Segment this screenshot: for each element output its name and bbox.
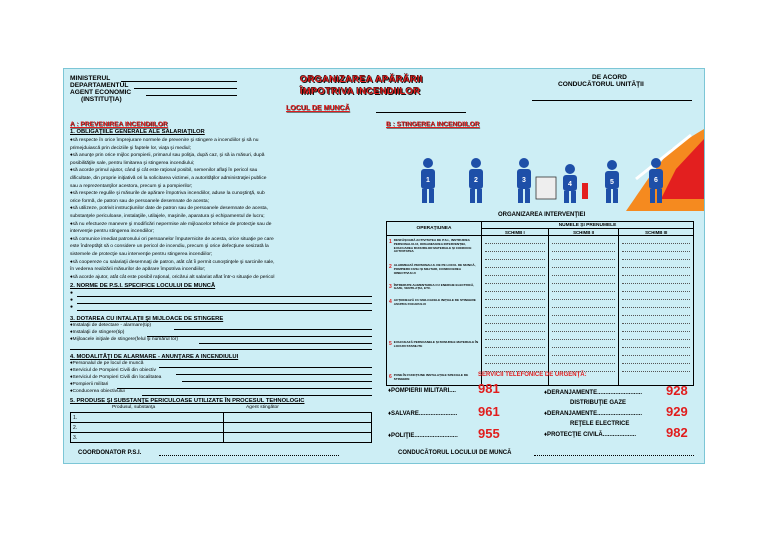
name-line[interactable] bbox=[552, 292, 616, 300]
name-line[interactable] bbox=[622, 276, 690, 284]
name-line[interactable] bbox=[552, 356, 616, 364]
name-line[interactable] bbox=[485, 316, 545, 324]
bullet-1: ● bbox=[70, 290, 74, 296]
name-line[interactable] bbox=[552, 332, 616, 340]
s4-line-2 bbox=[176, 374, 372, 375]
name-line[interactable] bbox=[622, 244, 690, 252]
s3-line-1 bbox=[174, 329, 372, 330]
s4-line-5 bbox=[142, 395, 372, 396]
s4-item-3: ♦Serviciul de Pompieri Civili din localitatea bbox=[70, 375, 162, 380]
shift-1: SCHIMB I bbox=[482, 229, 549, 236]
norm-line-3 bbox=[77, 310, 372, 311]
name-line[interactable] bbox=[485, 284, 545, 292]
section-a-h5: 5. PRODUSE ŞI SUBSTANŢE PERICULOASE UTILIZATE ÎN PROCESUL TEHNOLOGIC bbox=[70, 398, 305, 404]
politie-label: ♦POLIŢIE.......................... bbox=[388, 433, 458, 439]
operation-number: 6 bbox=[389, 374, 392, 381]
operation-item bbox=[389, 374, 479, 382]
name-line[interactable] bbox=[485, 364, 545, 372]
conducator-unitate-line bbox=[532, 100, 692, 101]
agent-line bbox=[146, 95, 237, 96]
name-line[interactable] bbox=[622, 252, 690, 260]
gaze-title: DISTRIBUŢIE GAZE bbox=[570, 400, 627, 406]
locul-line bbox=[376, 112, 466, 113]
operation-item bbox=[389, 264, 479, 275]
obligation-line: ♦să acorde ajutor, atât cât este posibil raţional, oricărui alt salariat aflat într-o situaţie de pericol bbox=[70, 274, 275, 280]
name-line[interactable] bbox=[485, 308, 545, 316]
ministerul-label: MINISTERUL bbox=[70, 75, 111, 82]
coordonator-label: COORDONATOR P.S.I. bbox=[78, 450, 142, 456]
name-line[interactable] bbox=[622, 284, 690, 292]
institutia-label: (INSTITUŢIA) bbox=[81, 96, 122, 103]
operation-text: ÎNTRERUPE ALIMENTAREA CU ENERGIE ELECTRICĂ, GAZE, VENTILAŢIA, ETC. bbox=[393, 282, 475, 291]
obligation-line: în vederea realizării măsurilor de apărare împotriva incendiilor; bbox=[70, 267, 206, 273]
name-line[interactable] bbox=[552, 284, 616, 292]
row-3-num: 3. bbox=[71, 433, 224, 443]
name-line[interactable] bbox=[485, 324, 545, 332]
salvare-number: 961 bbox=[478, 404, 500, 419]
obligation-line: ♦să coopereze cu salariaţii desemnaţi de patron, atât cât îi permit cunoştinţele şi sarcinile sale, bbox=[70, 259, 275, 265]
operation-number: 3 bbox=[389, 283, 392, 290]
operation-text: DESFĂŞOARĂ ACTIVITATEA DE P.S.I., INSTRUIREA PERSONALULUI, ORGANIZAREA INTERVENŢIEI, EVACUAREA BUNURILOR MATERIALE ŞI CONDUCE ACTIVITATEA bbox=[393, 238, 472, 254]
name-line[interactable] bbox=[552, 276, 616, 284]
substances-table bbox=[70, 412, 372, 443]
name-line[interactable] bbox=[552, 340, 616, 348]
obligation-line: ♦să respecte regulile şi măsurile de apărare împotriva incendiilor, aduse la cunoştinţă, sub bbox=[70, 191, 265, 197]
name-line[interactable] bbox=[485, 260, 545, 268]
section-a-h2: 2. NORME DE P.S.I. SPECIFICE LOCULUI DE MUNCĂ bbox=[70, 283, 216, 289]
conducator-loc-label: CONDUCĂTORUL LOCULUI DE MUNCĂ bbox=[398, 450, 512, 456]
agent-label: AGENT ECONOMIC bbox=[70, 89, 132, 96]
salvare-label: ♦SALVARE....................... bbox=[388, 411, 458, 417]
name-line[interactable] bbox=[485, 348, 545, 356]
obligation-line: ♦să nu efectueze manevre şi modificări nepermise ale mijloacelor tehnice de protecţie sau de bbox=[70, 221, 272, 227]
extinguisher bbox=[582, 183, 588, 199]
operations-list bbox=[387, 236, 481, 385]
org-title: ORGANIZAREA INTERVENŢIEI bbox=[498, 212, 586, 218]
obligation-line: ♦să respecte în orice împrejurare normele de prevenire şi stingere a incendiilor şi să nu bbox=[70, 138, 259, 143]
operations-cell bbox=[387, 236, 482, 386]
name-line[interactable] bbox=[622, 356, 690, 364]
shift-1-names[interactable] bbox=[482, 236, 549, 386]
operation-text: ACŢIONEAZĂ CU MIJLOACELE INIŢIALE DE STINGERE ASUPRA FOCARULUI bbox=[393, 298, 476, 306]
operation-number: 5 bbox=[389, 340, 392, 347]
svg-text:4: 4 bbox=[568, 181, 572, 188]
obligation-line: substanţele periculoase, instalaţiile, utilajele, maşinile, aparatura şi echipamentul de lucru; bbox=[70, 213, 265, 219]
name-line[interactable] bbox=[622, 348, 690, 356]
obligation-line: posibilităţile sale, pentru limitarea şi stingerea incendiului; bbox=[70, 160, 195, 166]
col-operatiunea: OPERAŢIUNEA bbox=[387, 222, 482, 236]
s4-item-4: ♦Pompierii militari bbox=[70, 382, 109, 387]
norm-line-2 bbox=[77, 303, 372, 304]
name-line[interactable] bbox=[485, 292, 545, 300]
name-line[interactable] bbox=[622, 364, 690, 372]
section-a-h1: 1. OBLIGAŢIILE GENERALE ALE SALARIAŢILOR bbox=[70, 129, 205, 135]
s3-item-3: ♦Mijloacele iniţiale de stingere(felul şi numărul lor) bbox=[70, 337, 178, 342]
operation-text: ALARMEAZĂ PERSONALUL DE PE LOCUL DE MUNCĂ, POMPIERII CIVILI ŞI MILITARI, CONDUCEREA OBIECTIVULUI bbox=[393, 263, 476, 275]
deranj1-label: ♦DERANJAMENTE........................... bbox=[544, 390, 643, 396]
obligation-line: orice formă, de patron sau de persoanele desemnate de acesta; bbox=[70, 198, 209, 204]
obligation-line: sau a reprezentanţilor acestora, precum şi a pompierilor; bbox=[70, 183, 193, 189]
retele-title: REŢELE ELECTRICE bbox=[570, 421, 630, 427]
operation-item bbox=[389, 284, 479, 292]
name-line[interactable] bbox=[552, 324, 616, 332]
obligation-line: primejduiască prin deciziile şi faptele lor, viaţa şi mediul; bbox=[70, 145, 191, 151]
name-line[interactable] bbox=[485, 356, 545, 364]
svg-text:1: 1 bbox=[426, 177, 430, 184]
section-a-h3: 3. DOTAREA CU INTALAŢII ŞI MIJLOACE DE STINGERE bbox=[70, 316, 224, 322]
s3-line-3 bbox=[199, 343, 372, 344]
name-line[interactable] bbox=[552, 260, 616, 268]
obligation-line: sistemele de protecţie sau intervenţie pentru stingerea incendiilor; bbox=[70, 251, 213, 257]
name-line[interactable] bbox=[552, 268, 616, 276]
intervention-table bbox=[386, 221, 694, 386]
bullet-3: ● bbox=[70, 304, 74, 310]
obligation-line: dificultate, din proprie iniţiativă ori la solicitarea victimei, a autorităţilor administraţiei publice bbox=[70, 175, 267, 181]
name-line[interactable] bbox=[485, 340, 545, 348]
locul-title: LOCUL DE MUNCĂ bbox=[286, 105, 350, 112]
svg-text:3: 3 bbox=[522, 177, 526, 184]
name-line[interactable] bbox=[622, 300, 690, 308]
emergency-title: SERVICII TELEFONICE DE URGENŢĂ: bbox=[478, 372, 587, 378]
firefighters-illustration bbox=[386, 129, 704, 211]
protectie-number: 982 bbox=[666, 425, 688, 440]
operation-item bbox=[389, 299, 479, 307]
operation-text: EVACUEAZĂ PERSOANELE ŞI BUNURILE MATERIALE ÎN LOCURI STABILITE bbox=[393, 339, 479, 348]
obligation-line: ♦să utilizeze, potrivit instrucţiunilor date de patron sau de persoanele desemnate de acesta, bbox=[70, 206, 268, 212]
name-line[interactable] bbox=[622, 268, 690, 276]
deranj2-label: ♦DERANJAMENTE........................... bbox=[544, 411, 643, 417]
operation-text: PUNE ÎN FUNCŢIUNE INSTALAŢIILE SPECIALE DE STINGERE bbox=[393, 373, 469, 382]
svg-text:2: 2 bbox=[474, 177, 478, 184]
pompieri-label: ♦POMPIERII MILITARI.... bbox=[388, 388, 456, 394]
name-line[interactable] bbox=[622, 236, 690, 244]
name-line[interactable] bbox=[622, 292, 690, 300]
obligation-line: ♦să acorde primul ajutor, când şi cât este raţional posibil, semenilor aflaţi în pericol sau bbox=[70, 168, 258, 174]
name-line[interactable] bbox=[552, 244, 616, 252]
name-line[interactable] bbox=[552, 300, 616, 308]
section-a-title: A : PREVENIREA INCENDIILOR bbox=[70, 121, 168, 128]
name-line[interactable] bbox=[485, 236, 545, 244]
s4-item-1: ♦Personalul de pe locul de muncă bbox=[70, 361, 144, 366]
shift-3: SCHIMB III bbox=[619, 229, 694, 236]
name-line[interactable] bbox=[552, 364, 616, 372]
col-names: NUMELE ŞI PRENUMELE bbox=[482, 222, 694, 229]
operation-number: 4 bbox=[389, 299, 392, 306]
deranj1-number: 928 bbox=[666, 383, 688, 398]
operation-item bbox=[389, 239, 479, 254]
obligation-line: ♦să anunţe prin orice mijloc pompierii, primarul sau poliţia, după caz, şi să ia măsuri, după bbox=[70, 153, 265, 159]
shift-3-names[interactable] bbox=[619, 236, 694, 386]
conducator-loc-line bbox=[534, 455, 694, 456]
s4-item-2: ♦Serviciul de Pompieri Civili din obiectiv bbox=[70, 368, 156, 373]
name-line[interactable] bbox=[552, 308, 616, 316]
row-1-agent[interactable] bbox=[224, 413, 372, 423]
s4-item-5: ♦Conducerea obiectivului bbox=[70, 389, 125, 394]
name-line[interactable] bbox=[485, 300, 545, 308]
s3-item-1: ♦Instalaţii de detectare - alarmare(tip) bbox=[70, 323, 152, 328]
pompieri-number: 981 bbox=[478, 381, 500, 396]
svg-text:5: 5 bbox=[610, 179, 614, 186]
obligation-line: ♦să comunice imediat patronului ori persoanelor împuternicite de acesta, orice situaţie pe care bbox=[70, 236, 274, 242]
name-line[interactable] bbox=[622, 260, 690, 268]
row-3-agent[interactable] bbox=[224, 433, 372, 443]
col-produs: Produsul, substanţa bbox=[112, 405, 156, 410]
row-2-agent[interactable] bbox=[224, 423, 372, 433]
de-acord-label: DE ACORD bbox=[592, 74, 627, 81]
name-line[interactable] bbox=[552, 316, 616, 324]
protectie-label: ♦PROTECŢIE CIVILĂ.................... bbox=[544, 432, 637, 438]
name-line[interactable] bbox=[622, 340, 690, 348]
section-b-title: B : STINGEREA INCENDIILOR bbox=[386, 121, 480, 128]
departamentul-label: DEPARTAMENTUL bbox=[70, 82, 129, 89]
norm-line-1 bbox=[77, 296, 372, 297]
politie-number: 955 bbox=[478, 426, 500, 441]
s4-line-1 bbox=[159, 367, 372, 368]
deranj2-number: 929 bbox=[666, 404, 688, 419]
bullet-2: ● bbox=[70, 297, 74, 303]
name-line[interactable] bbox=[485, 252, 545, 260]
name-line[interactable] bbox=[552, 252, 616, 260]
s3-line-2 bbox=[147, 336, 372, 337]
name-line[interactable] bbox=[552, 348, 616, 356]
name-line[interactable] bbox=[485, 276, 545, 284]
obligation-line: intervenţie pentru stingerea incendiilor; bbox=[70, 229, 155, 235]
operation-item bbox=[389, 341, 479, 349]
notice-sheet bbox=[63, 68, 705, 464]
shift-2-names[interactable] bbox=[548, 236, 619, 386]
s4-line-3 bbox=[182, 381, 372, 382]
s3-line-4 bbox=[70, 349, 372, 350]
obligations-text bbox=[70, 137, 380, 281]
name-line[interactable] bbox=[485, 268, 545, 276]
operation-number: 2 bbox=[389, 264, 392, 271]
col-agent: Agent stingător bbox=[246, 405, 279, 410]
s3-item-2: ♦Instalaţii de stingere(tip) bbox=[70, 330, 125, 335]
s4-line-4 bbox=[117, 388, 372, 389]
row-1-num: 1. bbox=[71, 413, 224, 423]
obligation-line: este îndreptăţit să o considere un pericol de incendiu, precum şi orice defecţiune sesizată la bbox=[70, 244, 269, 250]
operation-number: 1 bbox=[389, 239, 392, 245]
name-line[interactable] bbox=[485, 332, 545, 340]
name-line[interactable] bbox=[485, 244, 545, 252]
electric-panel bbox=[536, 177, 556, 199]
name-line[interactable] bbox=[622, 332, 690, 340]
svg-text:6: 6 bbox=[654, 177, 658, 184]
departamentul-line bbox=[134, 88, 237, 89]
name-line[interactable] bbox=[622, 316, 690, 324]
coordonator-line bbox=[159, 455, 339, 456]
name-line[interactable] bbox=[552, 236, 616, 244]
shift-2: SCHIMB II bbox=[548, 229, 619, 236]
section-a-h4: 4. MODALITĂŢI DE ALARMARE - ANUNŢARE A INCENDIULUI bbox=[70, 354, 239, 360]
name-line[interactable] bbox=[622, 308, 690, 316]
title-line-2: ÎMPOTRIVA INCENDIILOR bbox=[300, 86, 421, 97]
name-line[interactable] bbox=[622, 324, 690, 332]
ministerul-line bbox=[121, 81, 237, 82]
title-line-1: ORGANIZAREA APĂRĂRII bbox=[300, 74, 423, 85]
conducator-unitate-label: CONDUCĂTORUL UNITĂŢII bbox=[558, 81, 644, 88]
row-2-num: 2. bbox=[71, 423, 224, 433]
